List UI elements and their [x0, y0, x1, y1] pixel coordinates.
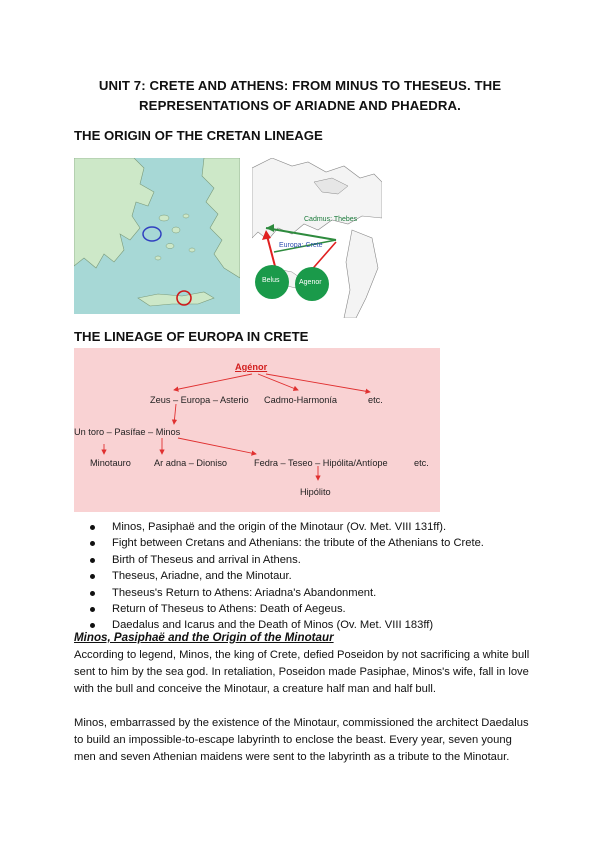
list-item: Return of Theseus to Athens: Death of Aegeus.	[0, 601, 600, 617]
bullet-icon	[90, 591, 95, 596]
list-item: Daedalus and Icarus and the Death of Minos (Ov. Met. VIII 183ff)	[0, 617, 600, 633]
bullet-icon	[90, 558, 95, 563]
tree-cadmo-harmonia: Cadmo-Harmonía	[264, 395, 338, 405]
label-belus: Belus	[262, 277, 280, 284]
tree-hipolito: Hipólito	[300, 487, 331, 497]
list-item: Birth of Theseus and arrival in Athens.	[0, 552, 600, 568]
list-item: Theseus's Return to Athens: Ariadna's Abandonment.	[0, 585, 600, 601]
list-item: Fight between Cretans and Athenians: the tribute of the Athenians to Crete.	[0, 535, 600, 551]
bullet-icon	[90, 525, 95, 530]
genealogy-tree	[74, 348, 440, 512]
tree-zeus-europa-asterio: Zeus – Europa – Asterio	[150, 395, 249, 405]
tree-agenor: Agénor	[235, 362, 268, 372]
bullet-icon	[90, 607, 95, 612]
tree-minotauro: Minotauro	[90, 458, 131, 468]
aegean-map-image	[74, 158, 240, 314]
migration-map-graphic	[252, 158, 382, 318]
subheading-minos: Minos, Pasiphaë and the Origin of the Minotaur	[74, 631, 334, 644]
section-heading-lineage: THE LINEAGE OF EUROPA IN CRETE	[74, 329, 309, 344]
tree-ariadna-dioniso: Ar adna – Dioniso	[154, 458, 228, 468]
tree-toro-pasifae-minos: Un toro – Pasífae – Minos	[74, 427, 181, 437]
label-cadmus-thebes: Cadmus: Thebes	[304, 216, 358, 223]
section-heading-origin: THE ORIGIN OF THE CRETAN LINEAGE	[74, 128, 323, 143]
paragraph-labyrinth: Minos, embarrassed by the existence of the Minotaur, commissioned the architect Daedalus to build an impossible-to-escape labyrinth to enclose the beast. Every year, seven young men and seven Athenian maidens were sent to the labyrinth as a tribute to the Minotaur.	[74, 717, 529, 763]
bullet-icon	[90, 623, 95, 628]
list-item: Minos, Pasiphaë and the origin of the Minotaur (Ov. Met. VIII 131ff).	[0, 519, 600, 535]
list-item: Theseus, Ariadne, and the Minotaur.	[0, 568, 600, 584]
aegean-map-graphic	[74, 158, 240, 314]
page-title: UNIT 7: CRETE AND ATHENS: FROM MINUS TO THESEUS. THE REPRESENTATIONS OF ARIADNE AND PHAEDRA.	[98, 78, 502, 113]
tree-fedra-teseo-hipolita: Fedra – Teseo – Hipólita/Antíope	[254, 458, 388, 468]
bullet-icon	[90, 574, 95, 579]
label-agenor: Agenor	[299, 279, 322, 286]
tree-etc-1: etc.	[368, 395, 383, 405]
tree-etc-2: etc.	[414, 458, 429, 468]
label-europa-crete: Europa: Crete	[279, 242, 323, 249]
europa-migration-map	[252, 158, 382, 318]
topic-list	[0, 519, 600, 634]
paragraph-legend: According to legend, Minos, the king of Crete, defied Poseidon by not sacrificing a white bull sent to him by the sea god. In retaliation, Poseidon made Pasiphae, Minos's wife, fall in love with the bull and conceive the Minotaur, a creature half man and half bull.	[74, 649, 530, 695]
bullet-icon	[90, 541, 95, 546]
